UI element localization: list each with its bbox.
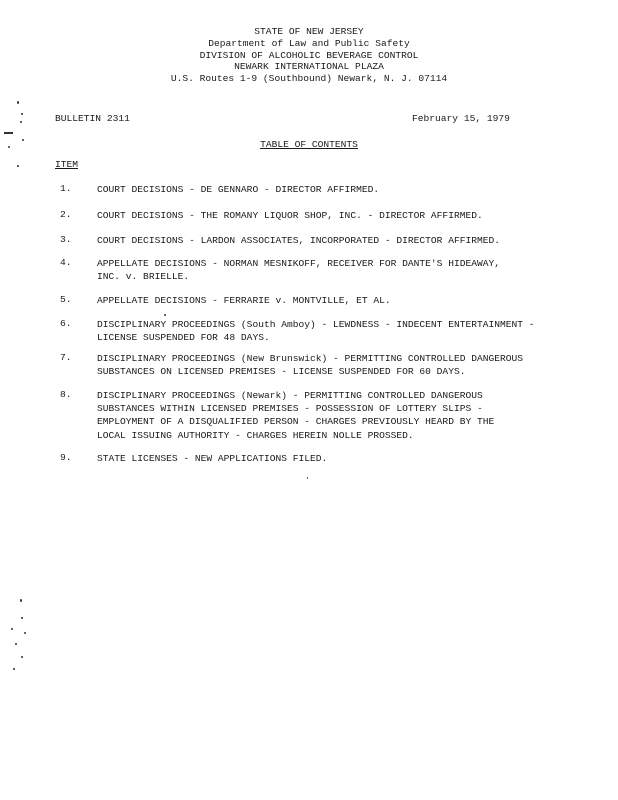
- toc-item-line: DISCIPLINARY PROCEEDINGS (South Amboy) - LEWDNESS - INDECENT ENTERTAINMENT -: [97, 319, 535, 330]
- letterhead-line: Department of Law and Public Safety: [208, 37, 410, 49]
- toc-item-text: [97, 318, 567, 344]
- toc-title-text: TABLE OF CONTENTS: [260, 139, 358, 150]
- toc-item-text: [97, 294, 567, 307]
- toc-item-line: SUBSTANCES ON LICENSED PREMISES - LICENSE SUSPENDED FOR 60 DAYS.: [97, 366, 466, 378]
- toc-item-line: STATE LICENSES - NEW APPLICATIONS FILED.: [97, 453, 328, 464]
- toc-item-number: 5.: [60, 294, 72, 305]
- toc-item-text: [97, 352, 567, 378]
- scan-speck: [13, 668, 15, 670]
- letterhead-line: DIVISION OF ALCOHOLIC BEVERAGE CONTROL: [199, 49, 419, 61]
- scan-speck: [21, 656, 23, 658]
- letterhead-line: NEWARK INTERNATIONAL PLAZA: [234, 61, 384, 73]
- item-column-heading: ITEM: [55, 159, 79, 170]
- bulletin-date: February 15, 1979: [412, 113, 510, 124]
- scan-speck: [20, 599, 22, 602]
- toc-item-number: 4.: [60, 257, 72, 268]
- toc-item-text: [97, 452, 567, 465]
- toc-item-line: APPELLATE DECISIONS - NORMAN MESNIKOFF, RECEIVER FOR DANTE'S HIDEAWAY,: [97, 258, 501, 269]
- scan-speck: [15, 643, 17, 645]
- scan-speck: [24, 632, 26, 634]
- toc-item-line: COURT DECISIONS - LARDON ASSOCIATES, INCORPORATED - DIRECTOR AFFIRMED.: [97, 235, 501, 246]
- scan-speck: [307, 477, 308, 479]
- scan-speck: [17, 101, 19, 104]
- toc-item-line: COURT DECISIONS - DE GENNARO - DIRECTOR AFFIRMED.: [97, 184, 380, 195]
- bulletin-number: BULLETIN 2311: [55, 113, 130, 124]
- scan-speck: [20, 121, 22, 123]
- toc-item-line: LOCAL ISSUING AUTHORITY - CHARGES HEREIN NOLLE PROSSED.: [97, 429, 414, 441]
- letterhead: [0, 26, 618, 85]
- scan-speck: [164, 314, 166, 316]
- scan-speck: [21, 617, 23, 619]
- toc-title: [0, 139, 618, 150]
- toc-item-number: 2.: [60, 209, 72, 220]
- toc-item-number: 6.: [60, 318, 72, 329]
- toc-item-line: COURT DECISIONS - THE ROMANY LIQUOR SHOP, INC. - DIRECTOR AFFIRMED.: [97, 210, 483, 221]
- toc-item-line: INC. v. BRIELLE.: [97, 271, 190, 283]
- toc-item-text: [97, 183, 567, 196]
- letterhead-line: U.S. Routes 1-9 (Southbound) Newark, N. J. 07114: [170, 73, 448, 85]
- toc-item-line: EMPLOYMENT OF A DISQUALIFIED PERSON - CHARGES PREVIOUSLY HEARD BY THE: [97, 416, 495, 428]
- toc-item-number: 3.: [60, 234, 72, 245]
- toc-item-text: [97, 257, 567, 283]
- toc-item-text: [97, 209, 567, 222]
- toc-item-number: 7.: [60, 352, 72, 363]
- scan-speck: [17, 165, 19, 167]
- scan-speck: [21, 113, 23, 115]
- scan-speck: [11, 628, 13, 630]
- toc-item-line: DISCIPLINARY PROCEEDINGS (New Brunswick) - PERMITTING CONTROLLED DANGEROUS: [97, 353, 524, 364]
- toc-item-line: LICENSE SUSPENDED FOR 48 DAYS.: [97, 332, 270, 344]
- toc-item-number: 8.: [60, 389, 72, 400]
- toc-item-text: [97, 389, 567, 442]
- toc-item-number: 9.: [60, 452, 72, 463]
- toc-item-line: APPELLATE DECISIONS - FERRARIE v. MONTVILLE, ET AL.: [97, 295, 391, 306]
- toc-item-line: DISCIPLINARY PROCEEDINGS (Newark) - PERMITTING CONTROLLED DANGEROUS: [97, 390, 483, 401]
- letterhead-line: STATE OF NEW JERSEY: [254, 26, 364, 37]
- toc-item-number: 1.: [60, 183, 72, 194]
- scan-speck: [8, 146, 10, 148]
- toc-item-text: [97, 234, 567, 247]
- scan-mark: [4, 132, 13, 134]
- scan-speck: [22, 139, 24, 141]
- toc-item-line: SUBSTANCES WITHIN LICENSED PREMISES - POSSESSION OF LOTTERY SLIPS -: [97, 403, 483, 415]
